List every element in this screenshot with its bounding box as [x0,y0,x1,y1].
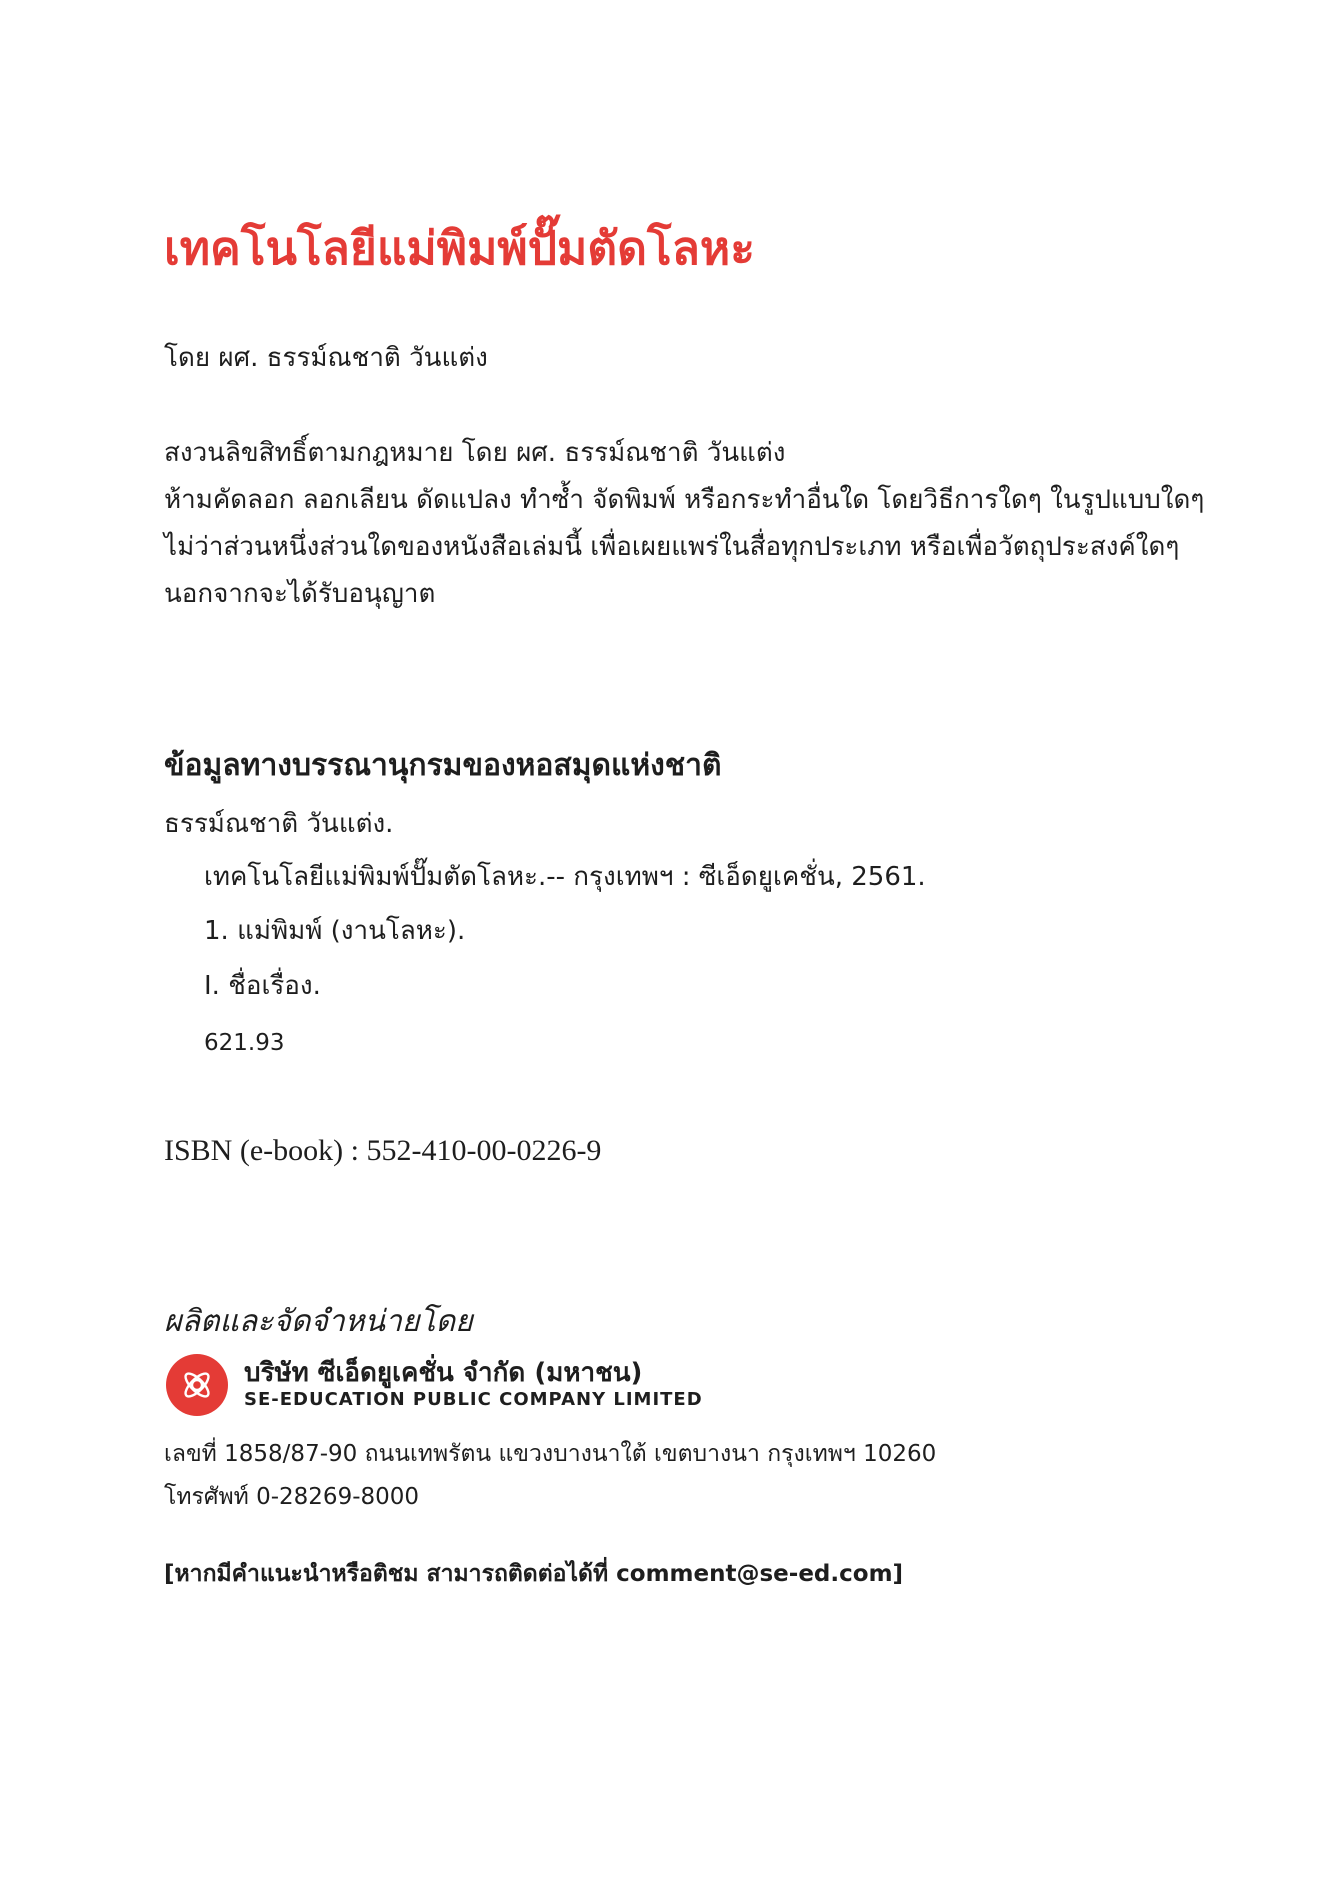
copyright-line: นอกจากจะได้รับอนุญาต [164,579,436,609]
isbn: ISBN (e-book) : 552-410-00-0226-9 [164,1134,602,1167]
copyright-line: ห้ามคัดลอก ลอกเลียน ดัดแปลง ทำซ้ำ จัดพิมพ์ หรือกระทำอื่นใด โดยวิธีการใดๆ ในรูปแบบใดๆ [164,485,1205,515]
cataloging-subject: 1. แม่พิมพ์ (งานโลหะ). [204,916,466,946]
company-address: เลขที่ 1858/87-90 ถนนเทพรัตน แขวงบางนาใต้ เขตบางนา กรุงเทพฯ 10260 [164,1441,937,1467]
cataloging-author: ธรรม์ณชาติ วันแต่ง. [164,809,394,839]
company-name-thai: บริษัท ซีเอ็ดยูเคชั่น จำกัด (มหาชน) [244,1358,643,1388]
author-line: โดย ผศ. ธรรม์ณชาติ วันแต่ง [164,343,488,373]
cataloging-entry-title: เทคโนโลยีแม่พิมพ์ปั๊มตัดโลหะ.-- กรุงเทพฯ : ซีเอ็ดยูเคชั่น, 2561. [204,862,926,892]
copyright-line: ไม่ว่าส่วนหนึ่งส่วนใดของหนังสือเล่มนี้ เพื่อเผยแพร่ในสื่อทุกประเภท หรือเพื่อวัตถุประสงค์ใดๆ [164,532,1180,562]
contact-note: [หากมีคำแนะนำหรือติชม สามารถติดต่อได้ที่ comment@se-ed.com] [164,1561,904,1587]
se-ed-logo-icon [166,1354,228,1416]
cataloging-heading: ข้อมูลทางบรรณานุกรมของหอสมุดแห่งชาติ [164,748,722,783]
company-phone: โทรศัพท์ 0-28269-8000 [164,1484,420,1510]
copyright-line: สงวนลิขสิทธิ์ตามกฎหมาย โดย ผศ. ธรรม์ณชาติ วันแต่ง [164,438,786,468]
company-name-english: SE-EDUCATION PUBLIC COMPANY LIMITED [244,1389,703,1410]
distribution-heading: ผลิตและจัดจำหน่ายโดย [164,1304,473,1339]
book-title: เทคโนโลยีแม่พิมพ์ปั๊มตัดโลหะ [164,221,755,275]
cataloging-title-heading: I. ชื่อเรื่อง. [204,971,321,1001]
copyright-notice [164,430,1204,618]
cataloging-classification: 621.93 [204,1030,285,1056]
